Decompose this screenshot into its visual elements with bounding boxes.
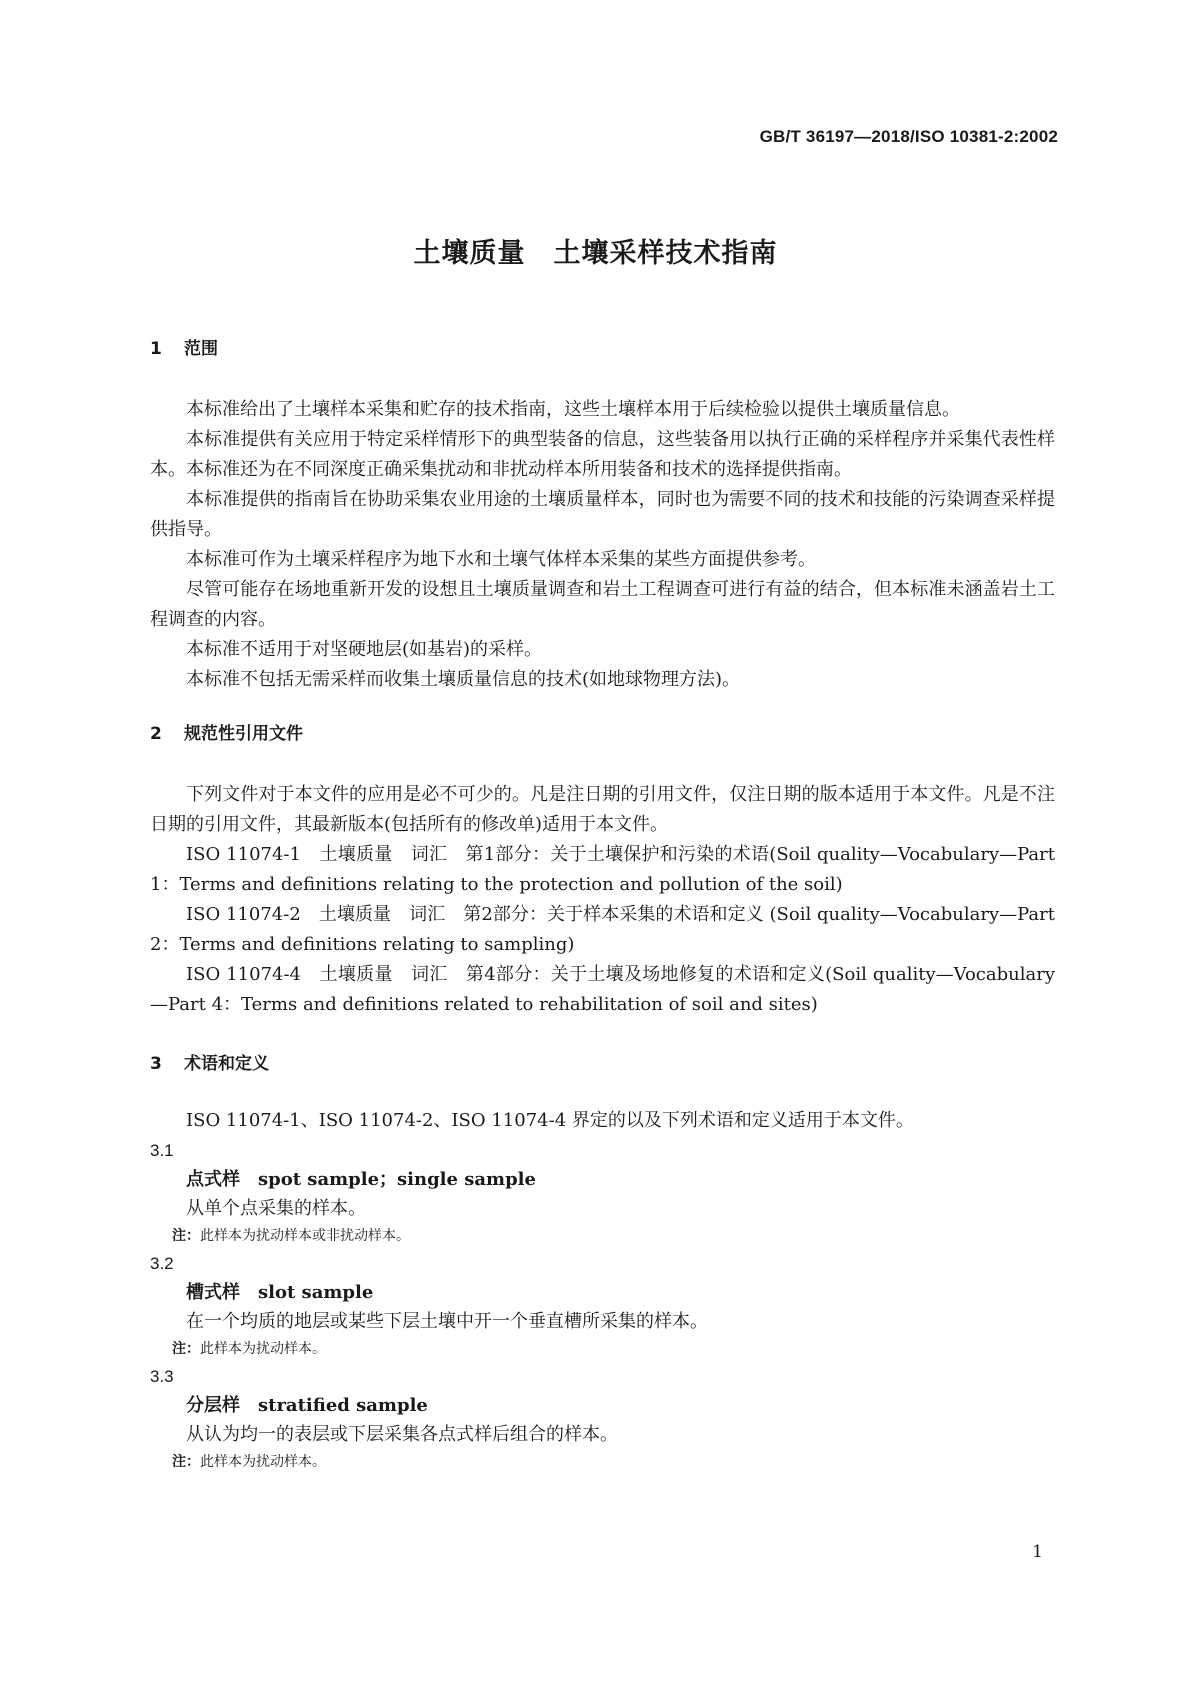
normative-reference: ISO 11074-4 土壤质量 词汇 第4部分：关于土壤及场地修复的术语和定义(Soil quality—Vocabulary—Part 4：Terms and definitions related to rehabilitation of soil and sites) [150, 964, 1055, 1015]
term-name [150, 1278, 1055, 1307]
term-zh: 分层样 [186, 1395, 240, 1416]
section-number: 3 [150, 1054, 162, 1074]
term-note [150, 1449, 1055, 1475]
term-number: 3.2 [150, 1254, 174, 1273]
standard-code: GB/T 36197—2018/ISO 10381-2:2002 [759, 127, 1058, 146]
scope-paragraph: 尽管可能存在场地重新开发的设想且土壤质量调查和岩土工程调查可进行有益的结合，但本标准未涵盖岩土工程调查的内容。 [150, 579, 1055, 630]
scope-paragraph: 本标准不包括无需采样而收集土壤质量信息的技术(如地球物理方法)。 [186, 669, 741, 690]
term-en: spot sample；single sample [258, 1169, 536, 1190]
note-label: 注： [172, 1454, 200, 1470]
term-definition: 从单个点采集的样本。 [186, 1198, 366, 1219]
term-en: stratified sample [258, 1395, 428, 1416]
terms-intro: ISO 11074-1、ISO 11074-2、ISO 11074-4 界定的以及下列术语和定义适用于本文件。 [186, 1110, 914, 1131]
scope-paragraph: 本标准给出了土壤样本采集和贮存的技术指南，这些土壤样本用于后续检验以提供土壤质量信息。 [186, 399, 960, 420]
normative-reference: ISO 11074-2 土壤质量 词汇 第2部分：关于样本采集的术语和定义 (Soil quality—Vocabulary—Part 2：Terms and definitions relating to sampling) [150, 904, 1055, 955]
section-heading-terms [150, 1050, 1055, 1078]
term-name [150, 1391, 1055, 1420]
note-label: 注： [172, 1341, 200, 1357]
note-text: 此样本为扰动样本或非扰动样本。 [200, 1228, 410, 1244]
normative-paragraph: 下列文件对于本文件的应用是必不可少的。凡是注日期的引用文件，仅注日期的版本适用于本文件。凡是不注日期的引用文件，其最新版本(包括所有的修改单)适用于本文件。 [150, 784, 1055, 835]
section-number: 2 [150, 724, 162, 744]
section-heading-normative-references [150, 720, 1055, 748]
normative-reference: ISO 11074-1 土壤质量 词汇 第1部分：关于土壤保护和污染的术语(Soil quality—Vocabulary—Part 1：Terms and definitions relating to the protection and pollution of the soil) [150, 844, 1055, 895]
term-zh: 槽式样 [186, 1282, 240, 1303]
term-definition: 在一个均质的地层或某些下层土壤中开一个垂直槽所采集的样本。 [186, 1311, 708, 1332]
term-en: slot sample [258, 1282, 374, 1303]
scope-paragraph: 本标准可作为土壤采样程序为地下水和土壤气体样本采集的某些方面提供参考。 [186, 549, 816, 570]
scope-paragraph: 本标准提供有关应用于特定采样情形下的典型装备的信息，这些装备用以执行正确的采样程序并采集代表性样本。本标准还为在不同深度正确采集扰动和非扰动样本所用装备和技术的选择提供指南。 [150, 429, 1055, 480]
term-name [150, 1165, 1055, 1194]
document-title: 土壤质量 土壤采样技术指南 [413, 238, 778, 269]
term-note [150, 1223, 1055, 1249]
scope-paragraph: 本标准不适用于对坚硬地层(如基岩)的采样。 [186, 639, 543, 660]
section-title: 范围 [184, 339, 218, 359]
term-note [150, 1336, 1055, 1362]
term-zh: 点式样 [186, 1169, 240, 1190]
document-body [150, 335, 1055, 1475]
term-definition: 从认为均一的表层或下层采集各点式样后组合的样本。 [186, 1424, 618, 1445]
section-title: 规范性引用文件 [184, 724, 303, 744]
section-title: 术语和定义 [184, 1054, 269, 1074]
section-heading-scope [150, 335, 1055, 363]
note-label: 注： [172, 1228, 200, 1244]
note-text: 此样本为扰动样本。 [200, 1454, 326, 1470]
term-number: 3.1 [150, 1141, 174, 1160]
page-number: 1 [1032, 1542, 1043, 1562]
note-text: 此样本为扰动样本。 [200, 1341, 326, 1357]
term-number: 3.3 [150, 1367, 174, 1386]
section-number: 1 [150, 339, 162, 359]
scope-paragraph: 本标准提供的指南旨在协助采集农业用途的土壤质量样本，同时也为需要不同的技术和技能的污染调查采样提供指导。 [150, 489, 1055, 540]
